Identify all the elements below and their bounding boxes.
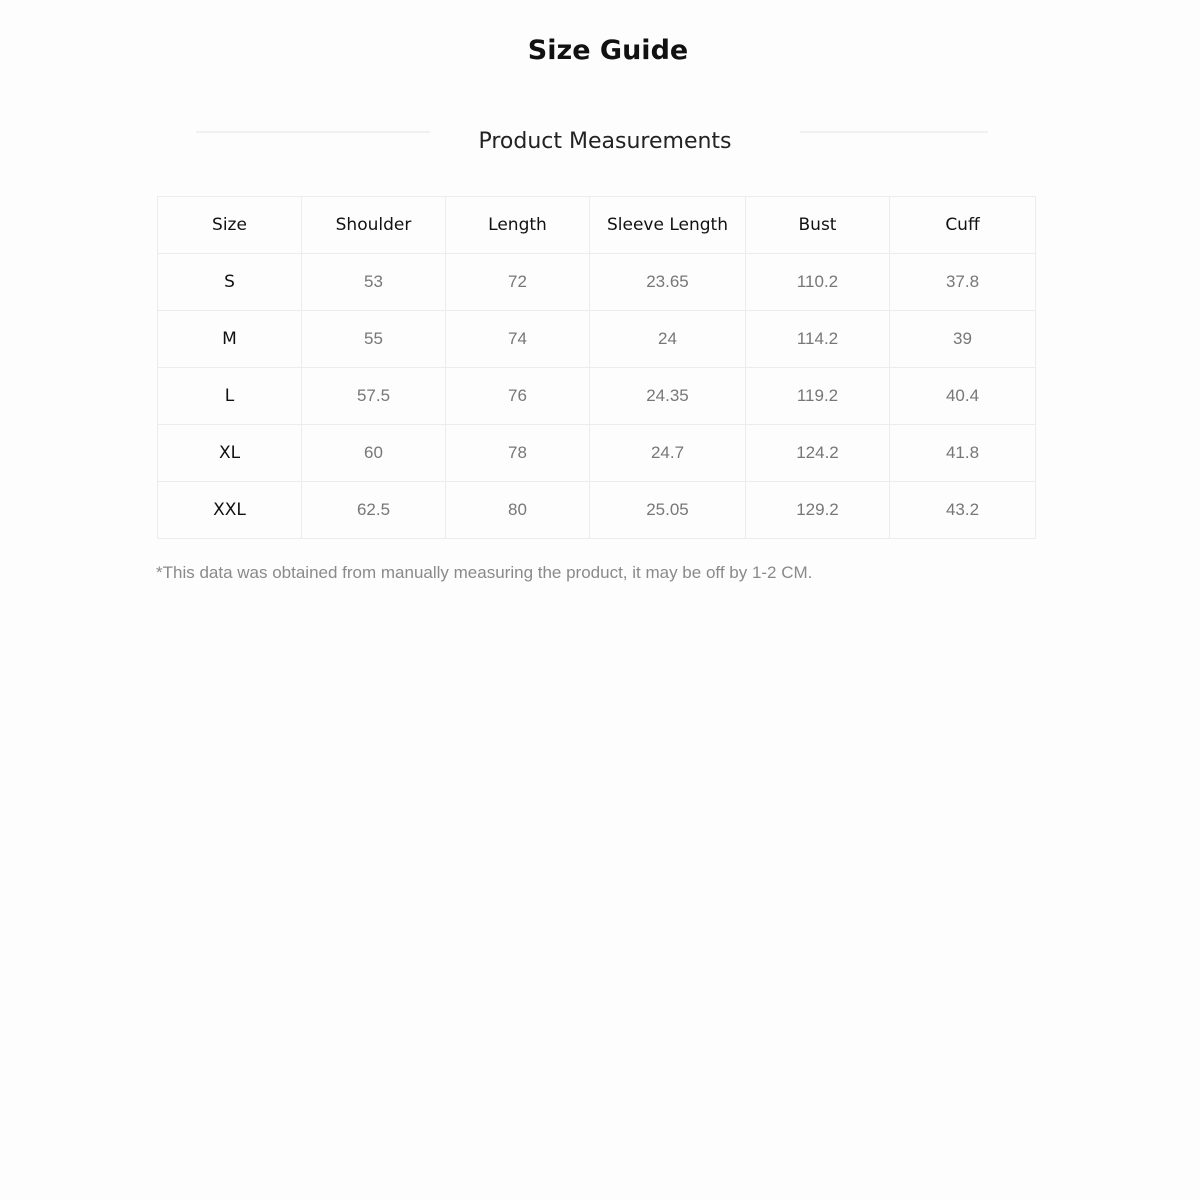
sleeve-length-cell: 25.05 — [590, 482, 746, 539]
shoulder-cell: 60 — [302, 425, 446, 482]
bust-cell: 129.2 — [746, 482, 890, 539]
table-row — [158, 311, 1036, 368]
measurement-footnote: *This data was obtained from manually measuring the product, it may be off by 1-2 CM. — [156, 563, 813, 582]
bust-cell: 114.2 — [746, 311, 890, 368]
length-cell: 76 — [446, 368, 590, 425]
page-title: Size Guide — [527, 35, 689, 66]
header-cuff: Cuff — [890, 197, 1036, 254]
size-cell: S — [158, 254, 302, 311]
header-length: Length — [446, 197, 590, 254]
table-header-row — [158, 197, 1036, 254]
section-header — [196, 126, 988, 160]
table-row — [158, 482, 1036, 539]
cuff-cell: 37.8 — [890, 254, 1036, 311]
sleeve-length-cell: 24.7 — [590, 425, 746, 482]
cuff-cell: 40.4 — [890, 368, 1036, 425]
size-cell: XXL — [158, 482, 302, 539]
size-cell: L — [158, 368, 302, 425]
cuff-cell: 43.2 — [890, 482, 1036, 539]
length-cell: 74 — [446, 311, 590, 368]
size-cell: M — [158, 311, 302, 368]
table-row — [158, 368, 1036, 425]
length-cell: 78 — [446, 425, 590, 482]
section-title: Product Measurements — [478, 129, 732, 154]
bust-cell: 110.2 — [746, 254, 890, 311]
sleeve-length-cell: 23.65 — [590, 254, 746, 311]
size-table — [157, 196, 1036, 539]
shoulder-cell: 62.5 — [302, 482, 446, 539]
header-shoulder: Shoulder — [302, 197, 446, 254]
header-bust: Bust — [746, 197, 890, 254]
length-cell: 72 — [446, 254, 590, 311]
shoulder-cell: 57.5 — [302, 368, 446, 425]
shoulder-cell: 53 — [302, 254, 446, 311]
table-row — [158, 254, 1036, 311]
section-divider-right — [800, 131, 988, 133]
shoulder-cell: 55 — [302, 311, 446, 368]
bust-cell: 124.2 — [746, 425, 890, 482]
header-sleeve-length: Sleeve Length — [590, 197, 746, 254]
cuff-cell: 41.8 — [890, 425, 1036, 482]
header-size: Size — [158, 197, 302, 254]
size-cell: XL — [158, 425, 302, 482]
length-cell: 80 — [446, 482, 590, 539]
bust-cell: 119.2 — [746, 368, 890, 425]
sleeve-length-cell: 24 — [590, 311, 746, 368]
table-row — [158, 425, 1036, 482]
sleeve-length-cell: 24.35 — [590, 368, 746, 425]
cuff-cell: 39 — [890, 311, 1036, 368]
